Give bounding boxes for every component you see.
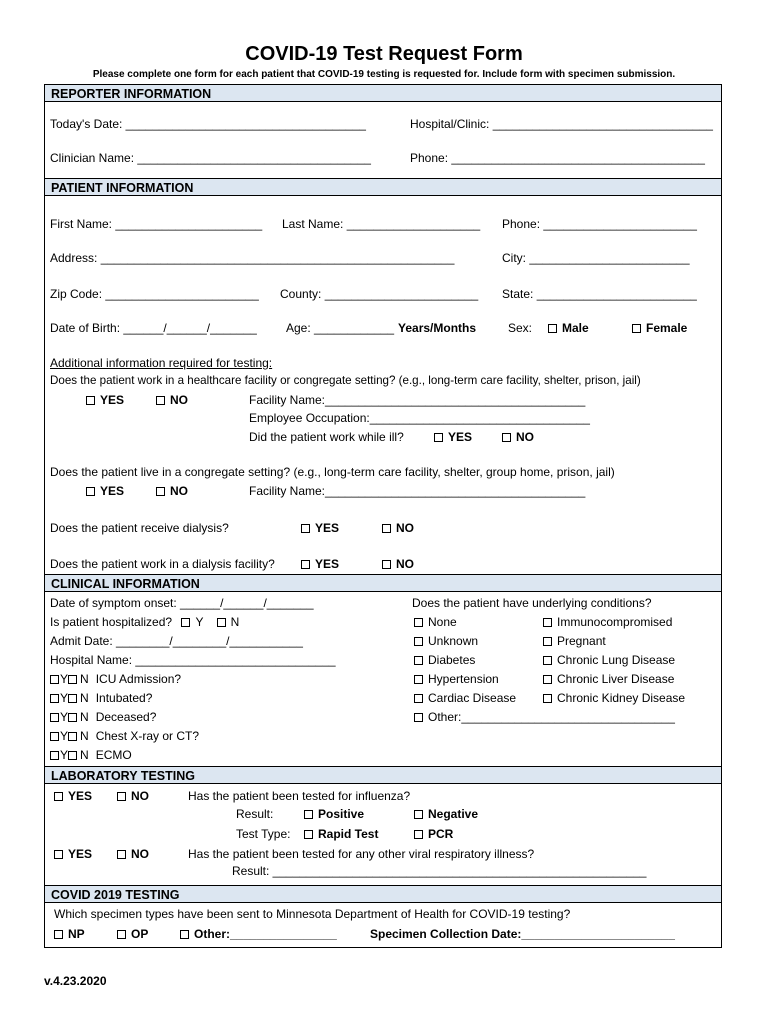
section-patient-label: PATIENT INFORMATION	[51, 181, 194, 195]
clinical-yn-label: Chest X-ray or CT?	[95, 729, 200, 743]
hospitalized-yes[interactable]: Y	[181, 615, 203, 629]
condition-option[interactable]	[414, 616, 457, 628]
checkbox-icon[interactable]	[382, 560, 391, 569]
checkbox-icon[interactable]	[217, 618, 226, 627]
result-negative[interactable]: Negative	[414, 808, 478, 820]
checkbox-icon[interactable]	[414, 675, 423, 684]
clinical-yn-row	[50, 749, 132, 761]
county-field[interactable]: County: _______________________	[280, 287, 479, 301]
sex-male-option[interactable]: Male	[548, 322, 589, 334]
checkbox-icon[interactable]	[156, 396, 165, 405]
age-unit-label: Years/Months	[398, 321, 477, 335]
yn-no-option[interactable]: N	[68, 672, 89, 686]
clinical-yn-row	[50, 730, 199, 742]
section-lab-header	[45, 766, 721, 784]
section-clinical-label: CLINICAL INFORMATION	[51, 577, 200, 591]
underlying-conditions-question: Does the patient have underlying conditions?	[412, 596, 652, 610]
section-reporter-label: REPORTER INFORMATION	[51, 87, 212, 101]
test-type-rapid[interactable]: Rapid Test	[304, 828, 378, 840]
checkbox-icon[interactable]	[543, 694, 552, 703]
work-while-ill-yes[interactable]: YES	[434, 431, 472, 443]
specimen-collection-date-field[interactable]: Specimen Collection Date:_______________________	[370, 927, 675, 941]
city-field[interactable]: City: ________________________	[502, 251, 690, 265]
checkbox-icon[interactable]	[414, 830, 423, 839]
checkbox-icon[interactable]	[68, 675, 77, 684]
congregate-living-no[interactable]: NO	[156, 485, 188, 497]
dialysis-work-question: Does the patient work in a dialysis facility?	[50, 557, 275, 571]
yn-no-option[interactable]: N	[68, 691, 89, 705]
condition-label: Chronic Lung Disease	[557, 653, 676, 667]
facility-name-field-2[interactable]: Facility Name:_______________________________________	[249, 484, 586, 498]
condition-label: Pregnant	[557, 634, 606, 648]
section-covid-header	[45, 885, 721, 903]
condition-label: Chronic Liver Disease	[557, 672, 675, 686]
form-instructions: Please complete one form for each patient that COVID-19 testing is requested for. Include form with specimen submission.	[92, 69, 676, 80]
healthcare-work-question: Does the patient work in a healthcare facility or congregate setting? (e.g., long-term care facility, shelter, prison, jail)	[50, 374, 641, 387]
influenza-result-label: Result:	[236, 807, 274, 821]
specimen-np[interactable]: NP	[54, 928, 85, 940]
section-reporter-header	[45, 84, 721, 102]
condition-label: Diabetes	[428, 653, 476, 667]
sex-female-option[interactable]: Female	[632, 322, 687, 334]
zip-code-field[interactable]: Zip Code: _______________________	[50, 287, 259, 301]
test-type-label: Test Type:	[236, 827, 291, 841]
checkbox-icon[interactable]	[86, 396, 95, 405]
dialysis-no[interactable]: NO	[382, 522, 414, 534]
checkbox-icon[interactable]	[68, 732, 77, 741]
condition-option[interactable]	[414, 673, 499, 685]
checkbox-icon[interactable]	[414, 810, 423, 819]
first-name-field[interactable]: First Name: ______________________	[50, 217, 263, 231]
symptom-onset-field[interactable]: Date of symptom onset: ______/______/_______	[50, 596, 314, 610]
dialysis-work-yes[interactable]: YES	[301, 558, 339, 570]
hospital-clinic-field[interactable]: Hospital/Clinic: _________________________________	[410, 117, 713, 131]
condition-option[interactable]	[414, 654, 475, 666]
clinical-yn-label: Intubated?	[95, 691, 153, 705]
dialysis-work-no[interactable]: NO	[382, 558, 414, 570]
clinical-yn-row	[50, 711, 156, 723]
employee-occupation-field[interactable]: Employee Occupation:_________________________________	[249, 411, 590, 425]
other-viral-tested-no[interactable]: NO	[117, 848, 149, 860]
hospitalized-no[interactable]: N	[217, 615, 240, 629]
condition-label: Cardiac Disease	[428, 691, 517, 705]
age-field[interactable]: Age: ____________	[286, 321, 395, 335]
checkbox-icon[interactable]	[414, 618, 423, 627]
clinical-yn-label: ICU Admission?	[95, 672, 182, 686]
checkbox-icon[interactable]	[502, 433, 511, 442]
checkbox-icon[interactable]	[68, 713, 77, 722]
yn-yes-option[interactable]: Y	[50, 748, 68, 762]
checkbox-icon[interactable]	[156, 487, 165, 496]
checkbox-icon[interactable]	[50, 694, 59, 703]
todays-date-field[interactable]: Today's Date: ____________________________________	[50, 117, 366, 131]
checkbox-icon[interactable]	[543, 675, 552, 684]
work-while-ill-no[interactable]: NO	[502, 431, 534, 443]
specimen-op[interactable]: OP	[117, 928, 148, 940]
yn-yes-option[interactable]: Y	[50, 672, 68, 686]
checkbox-icon[interactable]	[543, 618, 552, 627]
condition-label: Immunocompromised	[557, 615, 673, 629]
checkbox-icon[interactable]	[304, 810, 313, 819]
form-title: COVID-19 Test Request Form	[245, 43, 523, 65]
address-field[interactable]: Address: _____________________________________________________	[50, 251, 455, 265]
checkbox-icon[interactable]	[68, 694, 77, 703]
state-field[interactable]: State: ________________________	[502, 287, 697, 301]
patient-phone-field[interactable]: Phone: _______________________	[502, 217, 697, 231]
condition-option[interactable]	[543, 692, 685, 704]
checkbox-icon[interactable]	[180, 930, 189, 939]
dialysis-yes[interactable]: YES	[301, 522, 339, 534]
checkbox-icon[interactable]	[543, 637, 552, 646]
healthcare-work-yes[interactable]: YES	[86, 394, 124, 406]
clinical-yn-row	[50, 692, 152, 704]
dialysis-question: Does the patient receive dialysis?	[50, 521, 229, 535]
checkbox-icon[interactable]	[50, 675, 59, 684]
result-positive[interactable]: Positive	[304, 808, 364, 820]
sex-label: Sex:	[508, 321, 533, 335]
condition-label: None	[428, 615, 457, 629]
yn-no-option[interactable]: N	[68, 748, 89, 762]
influenza-question: Has the patient been tested for influenza?	[188, 789, 411, 803]
condition-label: Chronic Kidney Disease	[557, 691, 686, 705]
clinical-yn-label: ECMO	[95, 748, 132, 762]
date-of-birth-field[interactable]: Date of Birth: ______/______/_______	[50, 321, 257, 335]
clinical-yn-label: Deceased?	[95, 710, 157, 724]
section-lab-label: LABORATORY TESTING	[51, 769, 195, 783]
specimen-types-question: Which specimen types have been sent to Minnesota Department of Health for COVID-19 testing?	[54, 907, 571, 921]
checkbox-icon[interactable]	[548, 324, 557, 333]
checkbox-icon[interactable]	[543, 656, 552, 665]
form-frame	[44, 84, 722, 948]
condition-option[interactable]	[543, 673, 674, 685]
yn-yes-option[interactable]: Y	[50, 710, 68, 724]
checkbox-icon[interactable]	[301, 560, 310, 569]
checkbox-icon[interactable]	[50, 732, 59, 741]
checkbox-icon[interactable]	[117, 930, 126, 939]
specimen-other[interactable]: Other:________________	[180, 928, 337, 940]
checkbox-icon[interactable]	[414, 637, 423, 646]
hospitalized-question: Is patient hospitalized? Y N	[50, 615, 240, 629]
congregate-living-question: Does the patient live in a congregate setting? (e.g., long-term care facility, shelter, group home, prison, jail)	[50, 465, 615, 479]
checkbox-icon[interactable]	[50, 713, 59, 722]
hospital-name-field[interactable]: Hospital Name: ______________________________	[50, 653, 336, 667]
other-viral-tested-yes[interactable]: YES	[54, 848, 92, 860]
condition-option[interactable]	[414, 692, 516, 704]
condition-option[interactable]	[543, 635, 606, 647]
condition-option[interactable]	[543, 616, 672, 628]
yn-no-option[interactable]: N	[68, 729, 89, 743]
influenza-tested-no[interactable]: NO	[117, 790, 149, 802]
checkbox-icon[interactable]	[50, 751, 59, 760]
checkbox-icon[interactable]	[68, 751, 77, 760]
condition-option[interactable]	[414, 635, 478, 647]
reporter-phone-field[interactable]: Phone: ______________________________________	[410, 151, 705, 165]
checkbox-icon[interactable]	[301, 524, 310, 533]
condition-label: Unknown	[428, 634, 479, 648]
checkbox-icon[interactable]	[54, 792, 63, 801]
condition-other-field[interactable]: Other:________________________________	[414, 711, 675, 723]
checkbox-icon[interactable]	[434, 433, 443, 442]
last-name-field[interactable]: Last Name: ____________________	[282, 217, 481, 231]
checkbox-icon[interactable]	[86, 487, 95, 496]
yn-yes-option[interactable]: Y	[50, 691, 68, 705]
checkbox-icon[interactable]	[304, 830, 313, 839]
section-covid-label: COVID 2019 TESTING	[51, 888, 180, 902]
clinical-yn-row	[50, 673, 181, 685]
condition-option[interactable]	[543, 654, 675, 666]
checkbox-icon[interactable]	[632, 324, 641, 333]
section-patient-header	[45, 178, 721, 196]
yn-no-option[interactable]: N	[68, 710, 89, 724]
congregate-living-yes[interactable]: YES	[86, 485, 124, 497]
influenza-tested-yes[interactable]: YES	[54, 790, 92, 802]
other-viral-result-field[interactable]: Result: ________________________________________________________	[232, 864, 647, 878]
work-while-ill-question: Did the patient work while ill?	[249, 430, 404, 444]
checkbox-icon[interactable]	[382, 524, 391, 533]
checkbox-icon[interactable]	[54, 930, 63, 939]
yn-yes-option[interactable]: Y	[50, 729, 68, 743]
checkbox-icon[interactable]	[181, 618, 190, 627]
healthcare-work-no[interactable]: NO	[156, 394, 188, 406]
facility-name-field-1[interactable]: Facility Name:_______________________________________	[249, 393, 586, 407]
checkbox-icon[interactable]	[414, 656, 423, 665]
section-clinical-header	[45, 574, 721, 592]
form-version: v.4.23.2020	[44, 974, 107, 988]
condition-label: Hypertension	[428, 672, 499, 686]
checkbox-icon[interactable]	[54, 850, 63, 859]
additional-info-heading: Additional information required for testing:	[50, 356, 273, 370]
checkbox-icon[interactable]	[117, 792, 126, 801]
admit-date-field[interactable]: Admit Date: ________/________/___________	[50, 634, 303, 648]
other-viral-question: Has the patient been tested for any other viral respiratory illness?	[188, 847, 535, 861]
checkbox-icon[interactable]	[117, 850, 126, 859]
checkbox-icon[interactable]	[414, 694, 423, 703]
test-type-pcr[interactable]: PCR	[414, 828, 453, 840]
clinician-name-field[interactable]: Clinician Name: ___________________________________	[50, 151, 371, 165]
checkbox-icon[interactable]	[414, 713, 423, 722]
